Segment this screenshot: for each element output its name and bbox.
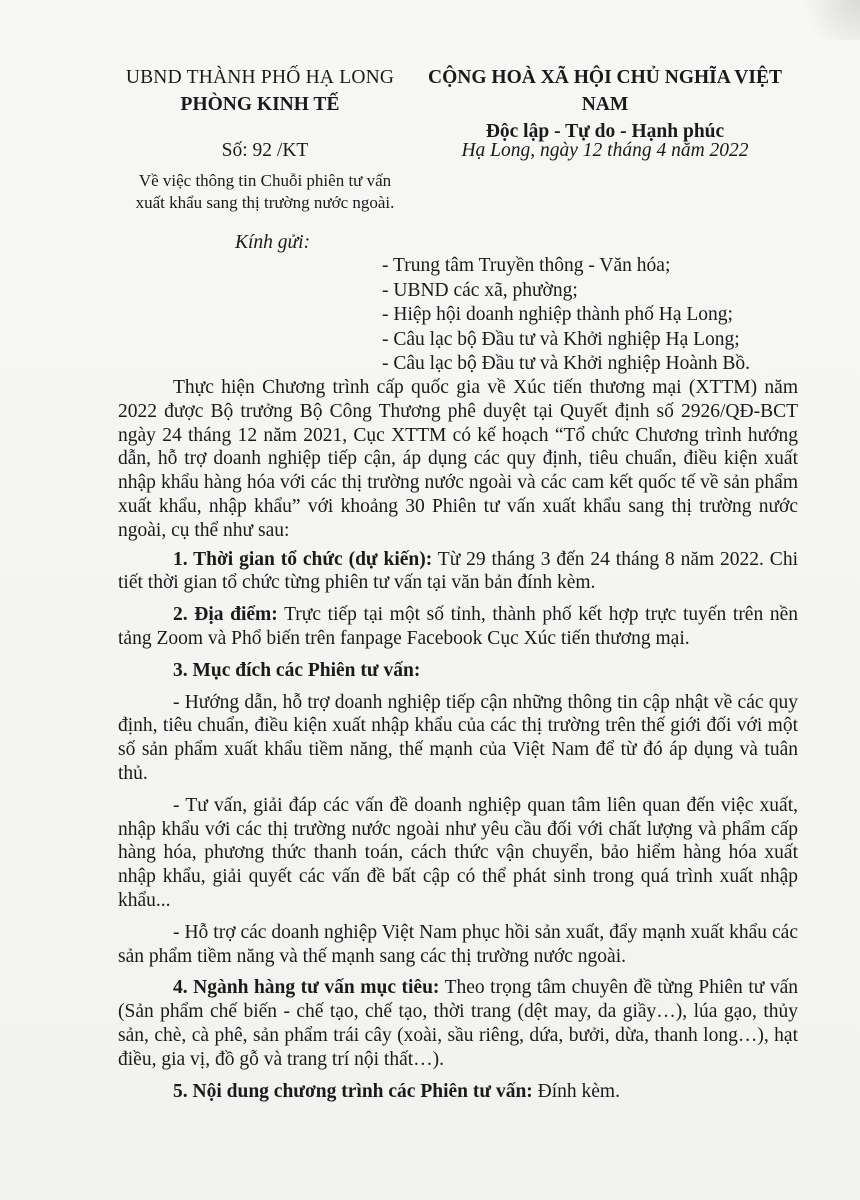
national-motto: Độc lập - Tự do - Hạnh phúc: [485, 121, 725, 142]
intro-paragraph: Thực hiện Chương trình cấp quốc gia về Xúc tiến thương mại (XTTM) năm 2022 được Bộ trưởng Bộ Công Thương phê duyệt tại Quyết định số 2926/QĐ-BCT ngày 24 tháng 12 năm 2021, Cục XTTM có kế hoạch “Tổ chức Chương trình hướng dẫn, hỗ trợ doanh nghiệp tiếp cận, áp dụng các quy định, tiêu chuẩn, điều kiện xuất nhập khẩu hàng hóa với các thị trường nước ngoài và các cam kết quốc tế về sản phẩm xuất khẩu, nhập khẩu” với khoảng 30 Phiên tư vấn xuất khẩu sang thị trường nước ngoài, cụ thể như sau:: [118, 377, 798, 541]
recipient-item: - Câu lạc bộ Đầu tư và Khởi nghiệp Hạ Long;: [382, 328, 740, 350]
section-1-title: 1. Thời gian tổ chức (dự kiến):: [173, 548, 433, 570]
section-3-title: 3. Mục đích các Phiên tư vấn:: [173, 659, 421, 681]
issuer-header: [110, 64, 410, 118]
recipient-item: - Hiệp hội doanh nghiệp thành phố Hạ Long;: [382, 304, 733, 325]
recipient-item: - UBND các xã, phường;: [382, 279, 578, 301]
section-4-text: Theo trọng tâm chuyên đề từng Phiên tư vấn (Sản phẩm chế biến - chế tạo, chế tạo, thời trang (dệt may, da giầy…), lúa gạo, thủy sản, chè, cà phê, sản phẩm trái cây (xoài, sầu riêng, dứa, bưởi, dừa, thanh long…), hạt điều, gia vị, đồ gỗ và trang trí nội thất…).: [118, 977, 798, 1070]
recipient-list: [382, 254, 822, 377]
issuer-org: UBND THÀNH PHỐ HẠ LONG: [125, 67, 395, 88]
subject-line-1: Về việc thông tin Chuỗi phiên tư vấn: [138, 171, 392, 190]
salutation: Kính gửi:: [235, 232, 311, 253]
subject-line-2: xuất khẩu sang thị trường nước ngoài.: [135, 193, 395, 212]
section-3-item: - Tư vấn, giải đáp các vấn đề doanh nghiệp quan tâm liên quan đến việc xuất, nhập khẩu với các thị trường nước ngoài như yêu cầu đối với chất lượng và phẩm cấp hàng hóa, phương thức thanh toán, cách thức vận chuyển, bảo hiểm hàng hóa xuất nhập khẩu, giải quyết các vấn đề bất cập có thể phát sinh trong quá trình xuất nhập khẩu...: [118, 794, 798, 911]
recipient-item: - Câu lạc bộ Đầu tư và Khởi nghiệp Hoành Bồ.: [382, 353, 751, 374]
country-name: CỘNG HOÀ XÃ HỘI CHỦ NGHĨA VIỆT NAM: [428, 67, 782, 115]
section-1-text: Từ 29 tháng 3 đến 24 tháng 8 năm 2022. Chi tiết thời gian tổ chức từng phiên tư vấn tại văn bản đính kèm.: [118, 548, 798, 594]
national-header: [405, 64, 805, 145]
page-corner-shadow: [790, 0, 860, 40]
section-2-text: Trực tiếp tại một số tỉnh, thành phố kết hợp trực tuyến trên nền tảng Zoom và Phổ biến trên fanpage Facebook Cục Xúc tiến thương mại.: [118, 604, 798, 649]
document-date: Hạ Long, ngày 12 tháng 4 năm 2022: [461, 140, 749, 161]
section-1: [118, 548, 798, 596]
section-3-item: - Hướng dẫn, hỗ trợ doanh nghiệp tiếp cận những thông tin cập nhật về các quy định, tiêu chuẩn, điều kiện xuất nhập khẩu của các thị trường trên thế giới đối với một số sản phẩm xuất khẩu tiềm năng, thế mạnh của Việt Nam để từ đó áp dụng và tuân thủ.: [118, 691, 798, 784]
section-5-title: 5. Nội dung chương trình các Phiên tư vấn:: [173, 1080, 533, 1102]
document-subject: [100, 170, 430, 214]
section-4: [118, 976, 798, 1071]
section-4-title: 4. Ngành hàng tư vấn mục tiêu:: [173, 977, 440, 999]
recipient-item: - Trung tâm Truyền thông - Văn hóa;: [382, 255, 671, 276]
section-3: [118, 659, 798, 683]
section-2: [118, 603, 798, 651]
section-2-title: 2. Địa điểm:: [173, 604, 278, 626]
document-body: [118, 376, 798, 1111]
section-3-item: - Hỗ trợ các doanh nghiệp Việt Nam phục hồi sản xuất, đẩy mạnh xuất khẩu các sản phẩm tiềm năng và thế mạnh sang các thị trường nước ngoài.: [118, 921, 798, 967]
section-5-text: Đính kèm.: [532, 1080, 620, 1102]
section-5: [118, 1080, 798, 1104]
document-number: Số: 92 /KT: [221, 140, 309, 161]
issuer-dept: PHÒNG KINH TẾ: [180, 94, 340, 115]
